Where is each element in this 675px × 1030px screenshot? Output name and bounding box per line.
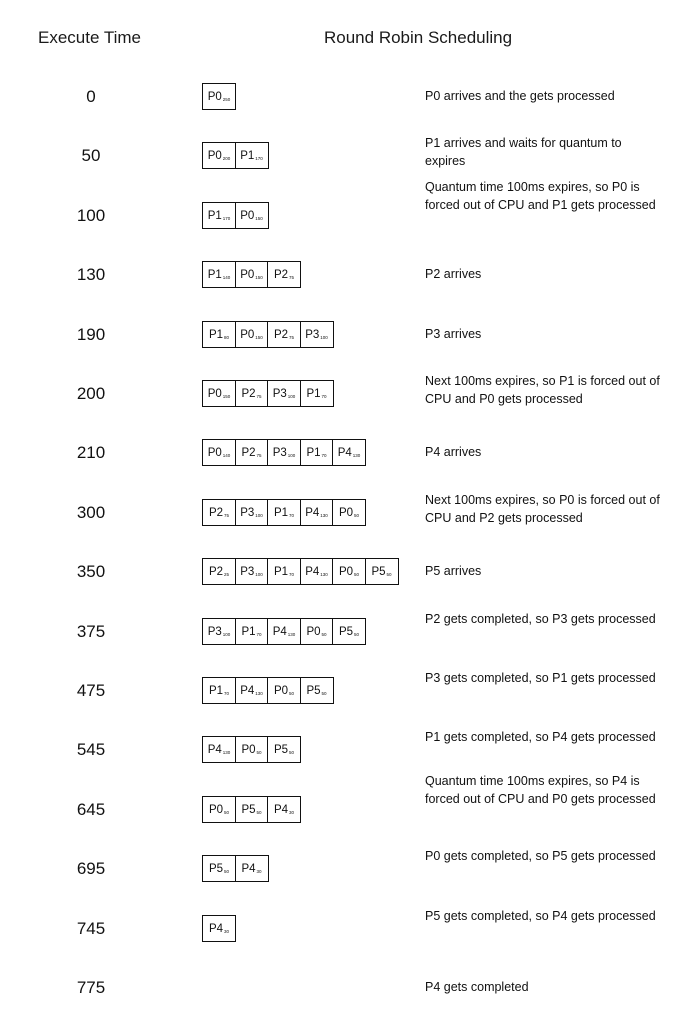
remaining-time: 30 (224, 929, 230, 934)
remaining-time: 70 (289, 513, 295, 518)
process-cell (202, 380, 236, 407)
remaining-time: 130 (222, 750, 231, 755)
execute-time: 375 (76, 622, 106, 641)
remaining-time: 130 (320, 572, 328, 577)
remaining-time: 50 (386, 572, 392, 577)
process-cell (267, 736, 301, 763)
schedule-row (0, 849, 675, 911)
remaining-time: 250 (222, 97, 231, 102)
process-id: P0 (273, 684, 289, 697)
execute-time: 695 (76, 859, 106, 878)
process-id: P0 (338, 506, 354, 519)
process-cell (202, 855, 236, 882)
remaining-time: 75 (289, 275, 295, 280)
execute-time: 300 (76, 503, 106, 522)
schedule-row (0, 671, 675, 733)
schedule-row (0, 612, 675, 674)
ready-queue (202, 558, 399, 585)
execute-time: 200 (76, 384, 106, 403)
process-cell (267, 380, 301, 407)
remaining-time: 130 (352, 453, 361, 458)
schedule-row (0, 774, 675, 852)
remaining-time: 50 (289, 691, 295, 696)
remaining-time: 75 (256, 453, 262, 458)
remaining-time: 50 (354, 632, 360, 637)
process-cell (202, 796, 236, 823)
ready-queue (202, 142, 269, 169)
process-cell (202, 439, 236, 466)
remaining-time: 70 (321, 394, 327, 399)
process-id: P3 (272, 387, 287, 400)
process-cell (235, 618, 269, 645)
execute-time: 475 (76, 681, 106, 700)
execute-time: 775 (76, 978, 106, 997)
remaining-time: 70 (224, 691, 230, 696)
event-description: Next 100ms expires, so P1 is forced out of CPU and P0 gets processed (425, 374, 660, 406)
process-id: P3 (207, 625, 222, 638)
process-cell (300, 321, 334, 348)
process-id: P5 (371, 565, 386, 578)
process-cell (202, 915, 236, 942)
process-id: P2 (241, 446, 256, 459)
event-description: P2 arrives (425, 267, 482, 281)
process-id: P5 (241, 803, 256, 816)
process-cell (267, 499, 301, 526)
event-description: P0 arrives and the gets processed (425, 89, 615, 103)
process-cell (235, 142, 269, 169)
process-id: P4 (240, 684, 255, 697)
execute-time: 100 (76, 206, 106, 225)
process-id: P2 (241, 387, 256, 400)
remaining-time: 170 (222, 216, 231, 221)
event-description: P0 gets completed, so P5 gets processed (425, 849, 656, 863)
process-id: P0 (241, 743, 256, 756)
process-cell (235, 439, 269, 466)
remaining-time: 100 (287, 394, 296, 399)
process-cell (202, 618, 236, 645)
ready-queue (202, 618, 366, 645)
process-id: P3 (240, 565, 255, 578)
ready-queue (202, 321, 334, 348)
process-id: P0 (240, 328, 255, 341)
remaining-time: 100 (287, 453, 296, 458)
process-cell (202, 83, 236, 110)
remaining-time: 80 (224, 335, 230, 340)
execute-time: 0 (86, 87, 96, 106)
process-id: P5 (208, 862, 224, 875)
remaining-time: 150 (222, 394, 231, 399)
process-cell (332, 499, 366, 526)
process-id: P0 (207, 149, 222, 162)
remaining-time: 70 (321, 453, 327, 458)
event-description: P4 arrives (425, 445, 482, 459)
process-cell (202, 677, 236, 704)
event-description: P2 gets completed, so P3 gets processed (425, 612, 656, 626)
process-id: P4 (305, 565, 320, 578)
process-cell (267, 677, 301, 704)
schedule-row (0, 493, 675, 555)
remaining-time: 130 (287, 632, 296, 637)
diagram-title: Round Robin Scheduling (324, 28, 513, 47)
process-cell (267, 321, 301, 348)
process-id: P0 (207, 446, 222, 459)
remaining-time: 150 (255, 216, 263, 221)
process-cell (267, 439, 301, 466)
process-id: P3 (272, 446, 287, 459)
ready-queue (202, 83, 236, 110)
process-id: P5 (338, 625, 354, 638)
process-id: P3 (240, 506, 255, 519)
event-description: Quantum time 100ms expires, so P4 is forced out of CPU and P0 gets processed (425, 774, 656, 806)
process-id: P1 (207, 209, 222, 222)
process-id: P1 (207, 268, 222, 281)
process-cell (267, 558, 301, 585)
event-description: P5 gets completed, so P4 gets processed (425, 909, 656, 923)
process-id: P1 (306, 446, 321, 459)
process-cell (267, 261, 301, 288)
execute-time: 645 (76, 800, 106, 819)
schedule-row (0, 974, 675, 1030)
schedule-row (0, 321, 675, 377)
event-description: Quantum time 100ms expires, so P0 is forced out of CPU and P1 gets processed (425, 180, 656, 212)
remaining-time: 50 (289, 750, 295, 755)
event-description: P3 arrives (425, 327, 482, 341)
process-cell (202, 142, 236, 169)
remaining-time: 100 (222, 632, 231, 637)
event-description: P1 gets completed, so P4 gets processed (425, 730, 656, 744)
process-id: P0 (306, 625, 321, 638)
process-id: P0 (207, 387, 222, 400)
remaining-time: 140 (222, 453, 231, 458)
process-id: P4 (305, 506, 320, 519)
remaining-time: 50 (354, 513, 360, 518)
process-id: P4 (272, 625, 287, 638)
remaining-time: 150 (255, 335, 263, 340)
process-cell (202, 499, 236, 526)
process-cell (235, 321, 269, 348)
process-id: P4 (337, 446, 352, 459)
remaining-time: 50 (256, 750, 262, 755)
remaining-time: 140 (222, 275, 231, 280)
event-description: P1 arrives and waits for quantum to expires (425, 136, 622, 168)
process-id: P4 (273, 803, 289, 816)
execute-time: 210 (76, 443, 106, 462)
process-cell (235, 796, 269, 823)
remaining-time: 50 (321, 691, 327, 696)
schedule-row (0, 374, 675, 436)
process-id: P1 (208, 328, 224, 341)
ready-queue (202, 855, 269, 882)
process-cell (300, 618, 334, 645)
event-description: Next 100ms expires, so P0 is forced out of CPU and P2 gets processed (425, 493, 660, 525)
remaining-time: 150 (255, 275, 263, 280)
event-description: P5 arrives (425, 564, 482, 578)
process-cell (235, 499, 269, 526)
execute-time: 50 (81, 146, 101, 165)
process-id: P0 (338, 565, 354, 578)
process-id: P0 (240, 268, 255, 281)
process-cell (235, 677, 269, 704)
remaining-time: 50 (354, 572, 360, 577)
process-cell (235, 736, 269, 763)
process-cell (202, 261, 236, 288)
execute-time: 350 (76, 562, 106, 581)
process-cell (235, 855, 269, 882)
remaining-time: 70 (289, 572, 295, 577)
ready-queue (202, 736, 301, 763)
schedule-row (0, 439, 675, 495)
ready-queue (202, 677, 334, 704)
remaining-time: 70 (256, 632, 262, 637)
ready-queue (202, 796, 301, 823)
process-id: P4 (241, 862, 256, 875)
process-id: P2 (273, 328, 289, 341)
schedule-row (0, 261, 675, 317)
execute-time: 545 (76, 740, 106, 759)
ready-queue (202, 261, 301, 288)
process-cell (300, 558, 334, 585)
process-id: P0 (240, 209, 255, 222)
execute-time: 130 (76, 265, 106, 284)
schedule-row (0, 83, 675, 139)
ready-queue (202, 499, 366, 526)
remaining-time: 50 (224, 869, 230, 874)
execute-time: 745 (76, 919, 106, 938)
process-id: P2 (273, 268, 289, 281)
process-cell (300, 499, 334, 526)
process-cell (235, 380, 269, 407)
process-id: P0 (208, 803, 224, 816)
remaining-time: 50 (256, 810, 262, 815)
process-id: P0 (207, 90, 222, 103)
remaining-time: 30 (289, 810, 295, 815)
remaining-time: 50 (224, 810, 230, 815)
ready-queue (202, 202, 269, 229)
remaining-time: 75 (224, 513, 230, 518)
process-id: P2 (208, 506, 224, 519)
remaining-time: 100 (255, 572, 263, 577)
schedule-row (0, 558, 675, 614)
process-id: P1 (241, 625, 256, 638)
process-cell (202, 202, 236, 229)
process-cell (202, 558, 236, 585)
process-cell (235, 558, 269, 585)
process-id: P1 (306, 387, 321, 400)
process-id: P1 (240, 149, 255, 162)
remaining-time: 100 (320, 335, 328, 340)
process-cell (332, 439, 366, 466)
remaining-time: 130 (255, 691, 263, 696)
process-cell (202, 321, 236, 348)
process-id: P4 (207, 743, 222, 756)
process-id: P4 (208, 922, 224, 935)
process-id: P1 (273, 565, 289, 578)
remaining-time: 100 (255, 513, 263, 518)
ready-queue (202, 380, 334, 407)
process-cell (300, 677, 334, 704)
process-cell (332, 558, 366, 585)
execute-time: 190 (76, 325, 106, 344)
event-description: P4 gets completed (425, 980, 529, 994)
process-id: P3 (305, 328, 320, 341)
process-cell (300, 380, 334, 407)
process-id: P1 (273, 506, 289, 519)
process-id: P5 (273, 743, 289, 756)
remaining-time: 50 (321, 632, 327, 637)
process-cell (300, 439, 334, 466)
remaining-time: 200 (222, 156, 231, 161)
remaining-time: 130 (320, 513, 328, 518)
ready-queue (202, 915, 236, 942)
remaining-time: 25 (224, 572, 230, 577)
process-cell (235, 261, 269, 288)
remaining-time: 170 (255, 156, 263, 161)
remaining-time: 30 (256, 869, 262, 874)
execute-time-header: Execute Time (38, 28, 141, 47)
schedule-row (0, 909, 675, 971)
process-cell (235, 202, 269, 229)
process-cell (202, 736, 236, 763)
process-cell (365, 558, 399, 585)
ready-queue (202, 439, 366, 466)
remaining-time: 75 (256, 394, 262, 399)
process-id: P2 (208, 565, 224, 578)
remaining-time: 75 (289, 335, 295, 340)
process-cell (332, 618, 366, 645)
process-id: P1 (208, 684, 224, 697)
process-cell (267, 796, 301, 823)
schedule-row (0, 180, 675, 258)
process-cell (267, 618, 301, 645)
process-id: P5 (306, 684, 321, 697)
event-description: P3 gets completed, so P1 gets processed (425, 671, 656, 685)
